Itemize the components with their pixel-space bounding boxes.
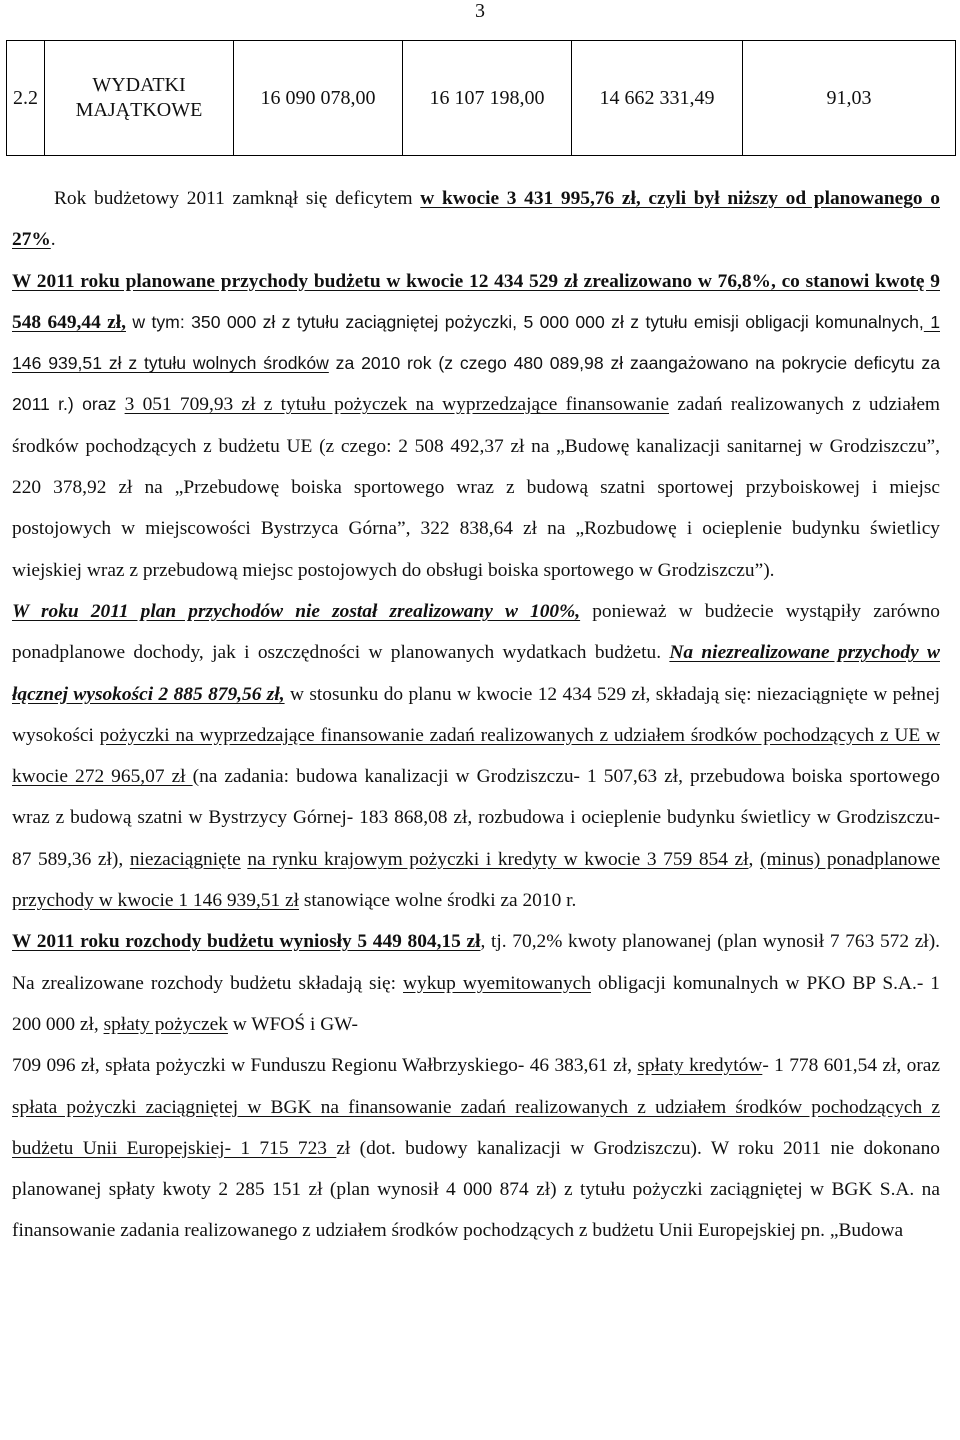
executed-cell: 14 662 331,49: [572, 41, 743, 156]
p3-domestic-loans: na rynku krajowym pożyczki i kredyty w kwocie 3 759 854 zł: [247, 848, 749, 870]
p4-bgk-loan: spłata pożyczki zaciągniętej w BGK na finansowanie zadań realizowanych z udziałem środków pochodzących z budżetu Unii Europejskiej- 1 715 723: [12, 1096, 940, 1159]
expenditure-table: [6, 40, 956, 156]
p4-text-f: zł (dot. budowy kanalizacji w Grodziszczu). W roku 2011 nie dokonano planowanej spłaty kwoty 2 285 151 zł (plan wynosił 4 000 874 zł) z tytułu pożyczki zaciągniętej w BGK S.A. na finansowanie zadania realizowanego z udziałem środków pochodzących z budżetu Unii Europejskiej pn. „Budowa: [12, 1137, 940, 1242]
p2-free-funds: 1 146 939,51 zł z tytułu wolnych środków: [12, 311, 940, 374]
p3-unrealized-amount: Na niezrealizowane przychody w łącznej wysokości 2 885 879,56 zł,: [12, 642, 940, 705]
p4-text-a: , tj. 70,2% kwoty planowanej (plan wynosił 7 763 572 zł). Na zrealizowane rozchody budżetu składają się:: [12, 931, 940, 994]
paragraph-deficit: [12, 178, 940, 261]
body-text: [12, 178, 940, 1252]
plan-cell: 16 090 078,00: [234, 41, 403, 156]
p2-text-a: w tym: 350 000 zł z tytułu zaciągniętej pożyczki, 5 000 000 zł z tytułu emisji obligacji komunalnych,: [125, 311, 924, 332]
p4-text-c: w WFOŚ i GW-: [227, 1013, 358, 1035]
row-name-line1: WYDATKI: [92, 74, 186, 96]
p3-text-a: ponieważ w budżecie wystąpiły zarówno ponadplanowe dochody, jak i oszczędności w planowanych wydatkach budżetu.: [12, 600, 940, 664]
p3-above-plan: (minus) ponadplanowe przychody w kwocie 1 146 939,51 zł: [12, 848, 940, 912]
p4-outflows-amount: W 2011 roku rozchody budżetu wyniosły 5 449 804,15 zł: [12, 931, 481, 953]
plan-after-changes-cell: 16 107 198,00: [403, 41, 572, 156]
page-number: 3: [475, 0, 485, 22]
paragraph-revenues: [12, 261, 940, 591]
p3-not-taken: niezaciągnięte: [129, 848, 241, 870]
percent-cell: 91,03: [743, 41, 956, 156]
p4-text-d: 709 096 zł, spłata pożyczki w Funduszu Regionu Wałbrzyskiego- 46 383,61 zł,: [12, 1055, 638, 1077]
p3-text-b: w stosunku do planu w kwocie 12 434 529 zł, składają się: niezaciągnięte w pełnej wysokości: [12, 683, 940, 746]
paragraph-expenditures: [12, 921, 940, 1251]
p4-loan-repayments: spłaty pożyczek: [103, 1013, 228, 1035]
row-name-line2: MAJĄTKOWE: [75, 99, 203, 121]
table-row: [7, 41, 956, 156]
p2-planned-revenues: W 2011 roku planowane przychody budżetu w kwocie 12 434 529 zł zrealizowano w 76,8%, co stanowi kwotę 9 548 649,44 zł,: [12, 270, 940, 333]
paragraph-unrealized: [12, 591, 940, 921]
p4-text-b: obligacji komunalnych w PKO BP S.A.- 1 200 000 zł,: [12, 972, 941, 1035]
row-number-cell: 2.2: [7, 41, 45, 156]
p3-comma: ,: [748, 848, 760, 870]
row-name-cell: [45, 41, 234, 156]
p1-deficit-amount: w kwocie 3 431 995,76 zł, czyli był niższy od planowanego o 27%: [12, 188, 940, 251]
p1-end: .: [50, 229, 56, 251]
p4-credit-repayments: spłaty kredytów: [637, 1055, 763, 1077]
p4-bond-buyback: wykup wyemitowanych: [403, 972, 591, 994]
p2-prefinancing-loans: 3 051 709,93 zł z tytułu pożyczek na wyprzedzające finansowanie: [124, 394, 670, 416]
p2-text-b: za 2010 rok (z czego 480 089,98 zł zaangażowano na pokrycie deficytu za 2011 r.) oraz: [12, 353, 941, 415]
p4-text-e: - 1 778 601,54 zł, oraz: [762, 1055, 940, 1077]
p3-plan-not-realized: W roku 2011 plan przychodów nie został zrealizowany w 100%,: [12, 600, 581, 622]
p3-text-d: stanowiące wolne środki za 2010 r.: [299, 890, 577, 912]
p1-text: Rok budżetowy 2011 zamknął się deficytem: [54, 188, 421, 209]
p3-loans-not-taken: pożyczki na wyprzedzające finansowanie zadań realizowanych z udziałem środków pochodzących z UE w kwocie 272 965,07 zł: [12, 724, 940, 788]
p3-text-c: (na zadania: budowa kanalizacji w Grodziszczu- 1 507,63 zł, przebudowa boiska sportowego wraz z budową szatni w Bystrzycy Górnej- 183 868,08 zł, rozbudowa i ocieplenie budynku świetlicy w Grodziszczu- 87 589,36 zł),: [12, 766, 941, 870]
p2-text-c: zadań realizowanych z udziałem środków pochodzących z budżetu UE (z czego: 2 508 492,37 zł na „Budowę kanalizacji sanitarnej w Grodziszczu”, 220 378,92 zł na „Przebudowę boiska sportowego wraz z budową szatni sportowej przyboiskowej i miejsc postojowych w miejscowości Bystrzyca Górna”, 322 838,64 zł na „Rozbudowę i ocieplenie budynku świetlicy wiejskiej wraz z przebudową miejsc postojowych do obsługi boiska sportowego w Grodziszczu”).: [12, 394, 941, 581]
